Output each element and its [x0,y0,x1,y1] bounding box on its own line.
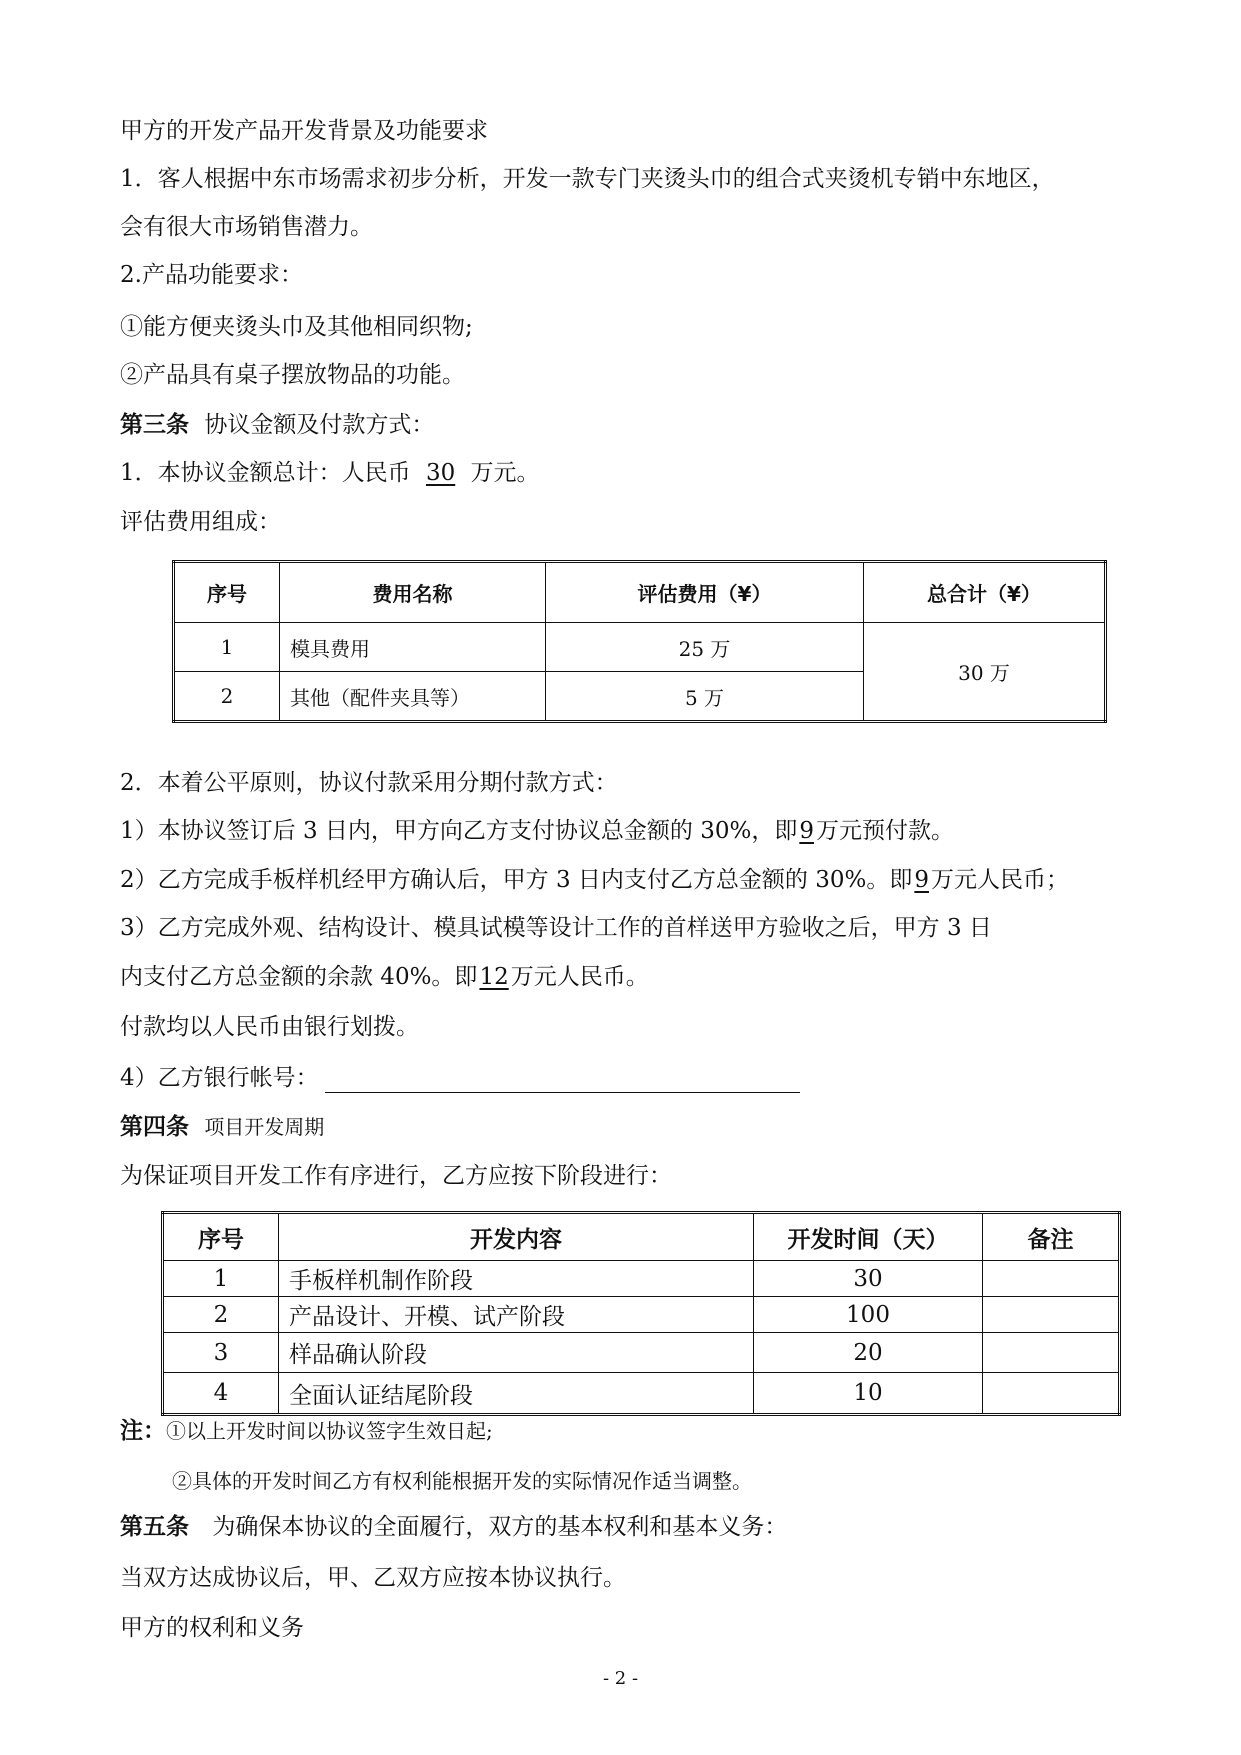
schedule-row-no: 4 [163,1373,279,1415]
paragraph-function-title: 2.产品功能要求： [120,262,303,288]
paragraph-bank-account [120,1063,800,1093]
schedule-row-note [983,1297,1120,1333]
schedule-table [161,1211,1121,1416]
payment-1-value: 9 [799,818,814,844]
fee-table-header [174,562,1106,623]
amount-suffix: 万元。 [470,460,540,486]
payment-1-prefix: 1）本协议签订后 3 日内，甲方向乙方支付协议总金额的 30%，即 [120,818,798,844]
section-5-title: 为确保本协议的全面履行，双方的基本权利和基本义务： [212,1514,788,1540]
paragraph-payment-1 [120,816,954,846]
section-5-label: 第五条 [120,1514,189,1540]
schedule-header-days: 开发时间（天） [754,1213,983,1261]
fee-intro: 评估费用组成： [120,509,281,535]
schedule-header-no: 序号 [163,1213,279,1261]
paragraph-market: 1．客人根据中东市场需求初步分析，开发一款专门夹烫头巾的组合式夹烫机专销中东地区， [120,166,1055,192]
bank-account-label: 4）乙方银行帐号： [120,1065,319,1091]
schedule-header-note: 备注 [983,1213,1120,1261]
fee-header-name: 费用名称 [280,562,546,623]
schedule-header-content: 开发内容 [279,1213,754,1261]
table-row [174,623,1106,672]
section-3-title: 协议金额及付款方式： [204,412,435,438]
payment-3-value: 12 [479,964,509,990]
section-4-intro: 为保证项目开发工作有序进行，乙方应按下阶段进行： [120,1163,672,1189]
paragraph-payment-3-cont [120,962,649,992]
schedule-row-note [983,1261,1120,1297]
schedule-row-days: 100 [754,1297,983,1333]
page-number: - 2 - [602,1668,639,1689]
schedule-row-content: 全面认证结尾阶段 [279,1373,754,1415]
section-4-title: 项目开发周期 [204,1115,325,1139]
payment-1-suffix: 万元预付款。 [815,818,954,844]
schedule-row-no: 3 [163,1333,279,1373]
payment-2-suffix: 万元人民币； [930,867,1069,893]
schedule-row-content: 样品确认阶段 [279,1333,754,1373]
payment-2-value: 9 [914,867,929,893]
amount-prefix: 1．本协议金额总计：人民币 [120,460,411,486]
note-2: ②具体的开发时间乙方有权利能根据开发的实际情况作适当调整。 [172,1469,752,1493]
schedule-row-note [983,1373,1120,1415]
schedule-row-days: 10 [754,1373,983,1415]
table-row [163,1373,1120,1415]
fee-row-name: 模具费用 [280,623,546,672]
paragraph-amount [120,458,540,488]
fee-row-no: 2 [174,672,280,722]
section-5-paragraph: 当双方达成协议后，甲、乙双方应按本协议执行。 [120,1565,626,1591]
schedule-row-days: 30 [754,1261,983,1297]
note-1-text: ①以上开发时间以协议签字生效日起; [166,1419,493,1443]
fee-table [172,560,1107,723]
payment-3-prefix: 内支付乙方总金额的余款 40%。即 [120,964,478,990]
schedule-row-no: 1 [163,1261,279,1297]
schedule-row-content: 手板样机制作阶段 [279,1261,754,1297]
fee-header-cost: 评估费用（¥） [546,562,864,623]
bank-account-blank [325,1070,800,1093]
paragraph-market-cont: 会有很大市场销售潜力。 [120,214,373,240]
fee-row-name: 其他（配件夹具等） [280,672,546,722]
note-label: 注： [120,1418,166,1444]
fee-total: 30 万 [864,623,1106,722]
schedule-row-days: 20 [754,1333,983,1373]
fee-row-cost: 5 万 [546,672,864,722]
section-4-label: 第四条 [120,1114,189,1140]
paragraph-payment-2 [120,865,1069,895]
schedule-table-header [163,1213,1120,1261]
section-3-heading [120,410,434,440]
payment-3-suffix: 万元人民币。 [510,964,649,990]
note-1 [120,1416,493,1446]
paragraph-payment-transfer: 付款均以人民币由银行划拨。 [120,1014,419,1040]
fee-row-no: 1 [174,623,280,672]
heading-background: 甲方的开发产品开发背景及功能要求 [120,118,488,144]
table-row [163,1333,1120,1373]
party-a-rights-heading: 甲方的权利和义务 [120,1615,304,1641]
schedule-row-no: 2 [163,1297,279,1333]
paragraph-payment-3: 3）乙方完成外观、结构设计、模具试模等设计工作的首样送甲方验收之后，甲方 3 日 [120,915,992,941]
schedule-row-content: 产品设计、开模、试产阶段 [279,1297,754,1333]
fee-row-cost: 25 万 [546,623,864,672]
section-5-heading [120,1512,787,1542]
section-4-heading [120,1112,324,1142]
payment-2-prefix: 2）乙方完成手板样机经甲方确认后，甲方 3 日内支付乙方总金额的 30%。即 [120,867,913,893]
table-row [163,1261,1120,1297]
paragraph-payment-method: 2．本着公平原则，协议付款采用分期付款方式： [120,770,618,796]
section-3-label: 第三条 [120,412,189,438]
fee-header-no: 序号 [174,562,280,623]
table-row [163,1297,1120,1333]
paragraph-function-2: ②产品具有桌子摆放物品的功能。 [120,362,465,388]
fee-header-total: 总合计（¥） [864,562,1106,623]
paragraph-function-1: ①能方便夹烫头巾及其他相同织物; [120,314,473,340]
amount-value: 30 [425,460,456,486]
schedule-row-note [983,1333,1120,1373]
